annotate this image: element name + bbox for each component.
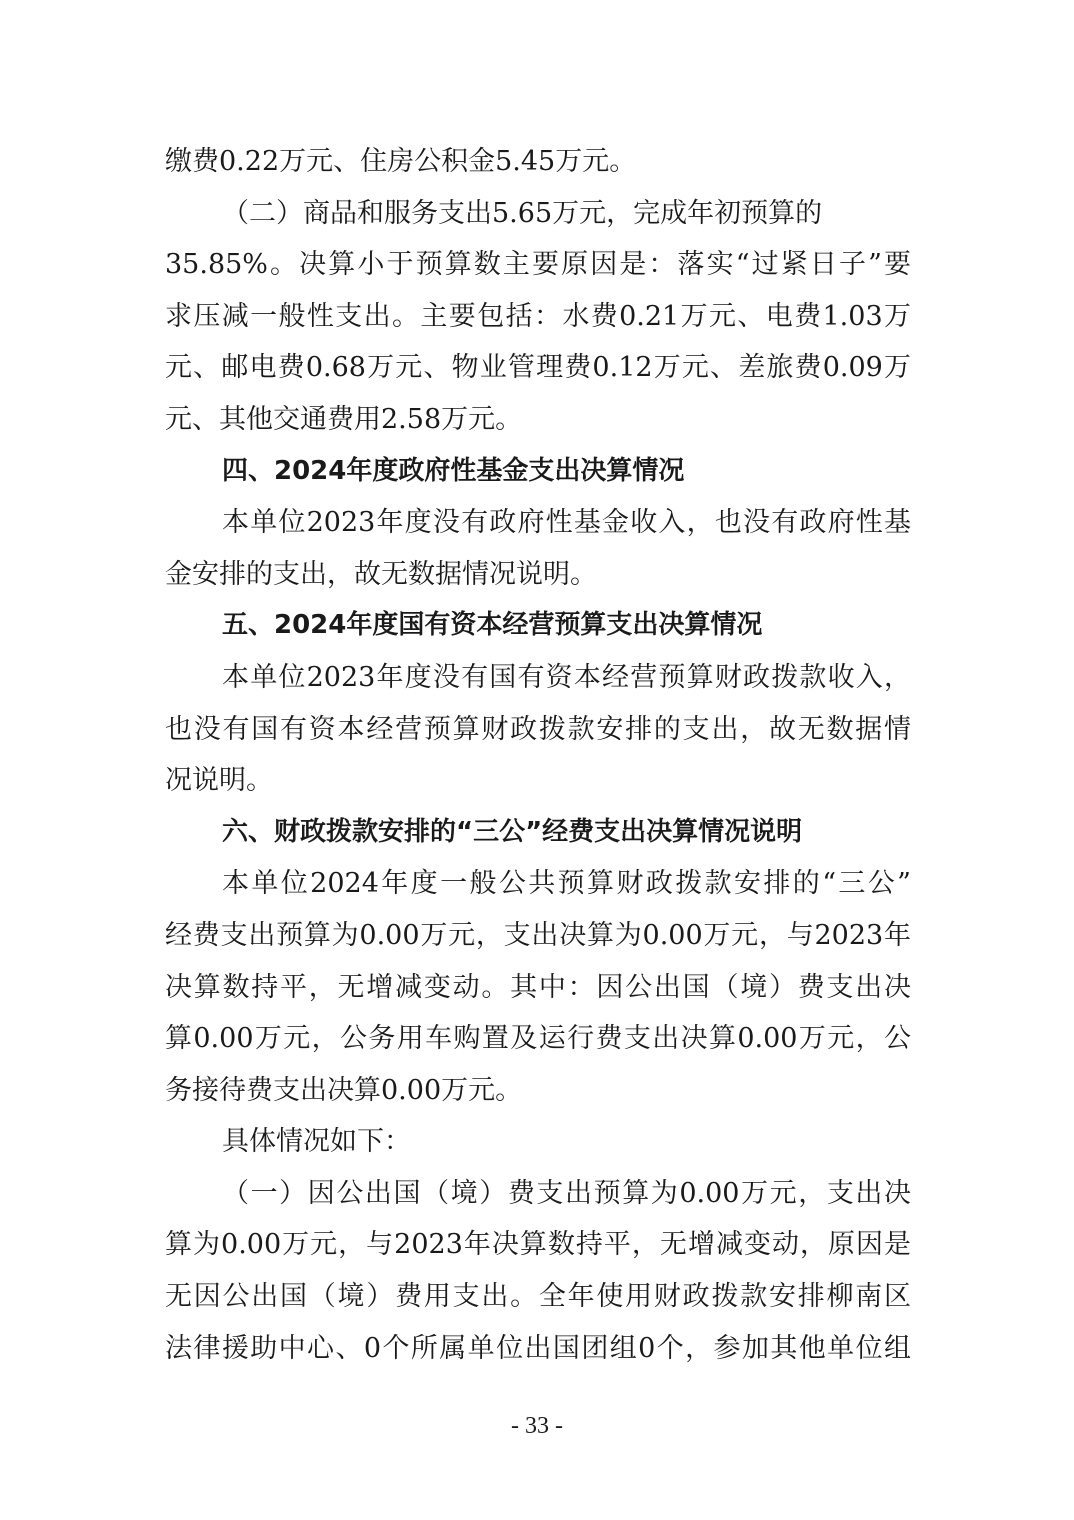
text-line: 缴费0.22万元、住房公积金5.45万元。 bbox=[165, 146, 637, 177]
text-line: 求压减一般性支出。主要包括：水费0.21万元、电费1.03万 bbox=[165, 300, 911, 332]
text-line: 本单位2023年度没有国有资本经营预算财政拨款收入， bbox=[222, 661, 911, 693]
text-line: 元、邮电费0.68万元、物业管理费0.12万元、差旅费0.09万 bbox=[165, 352, 911, 384]
text-line: （一）因公出国（境）费支出预算为0.00万元，支出决 bbox=[222, 1177, 911, 1209]
text-line: 况说明。 bbox=[165, 765, 273, 797]
section-heading: 六、财政拨款安排的“三公”经费支出决算情况说明 bbox=[222, 816, 803, 847]
section-heading: 五、2024年度国有资本经营预算支出决算情况 bbox=[222, 610, 763, 641]
section-heading: 四、2024年度政府性基金支出决算情况 bbox=[222, 455, 685, 486]
text-line: 法律援助中心、0个所属单位出国团组0个，参加其他单位组 bbox=[165, 1332, 911, 1364]
text-line: 经费支出预算为0.00万元，支出决算为0.00万元，与2023年 bbox=[165, 919, 911, 951]
body-text bbox=[165, 136, 911, 1374]
text-line: 无因公出国（境）费用支出。全年使用财政拨款安排柳南区 bbox=[165, 1281, 911, 1313]
text-line: 金安排的支出，故无数据情况说明。 bbox=[165, 558, 597, 590]
text-line: 算为0.00万元，与2023年决算数持平，无增减变动，原因是 bbox=[165, 1229, 911, 1261]
text-line: 本单位2024年度一般公共预算财政拨款安排的“三公” bbox=[222, 868, 911, 900]
text-line: （二）商品和服务支出5.65万元，完成年初预算的 bbox=[222, 197, 823, 229]
page-number: - 33 - bbox=[511, 1413, 563, 1439]
text-line: 也没有国有资本经营预算财政拨款安排的支出，故无数据情 bbox=[165, 713, 911, 745]
text-line: 决算数持平，无增减变动。其中：因公出国（境）费支出决 bbox=[165, 971, 911, 1003]
text-line: 算0.00万元，公务用车购置及运行费支出决算0.00万元，公 bbox=[165, 1023, 911, 1055]
text-line: 务接待费支出决算0.00万元。 bbox=[165, 1074, 523, 1106]
text-line: 元、其他交通费用2.58万元。 bbox=[165, 403, 523, 435]
text-line: 35.85%。决算小于预算数主要原因是：落实“过紧日子”要 bbox=[165, 249, 911, 281]
text-line: 具体情况如下： bbox=[222, 1126, 411, 1158]
text-line: 本单位2023年度没有政府性基金收入，也没有政府性基 bbox=[222, 507, 911, 539]
